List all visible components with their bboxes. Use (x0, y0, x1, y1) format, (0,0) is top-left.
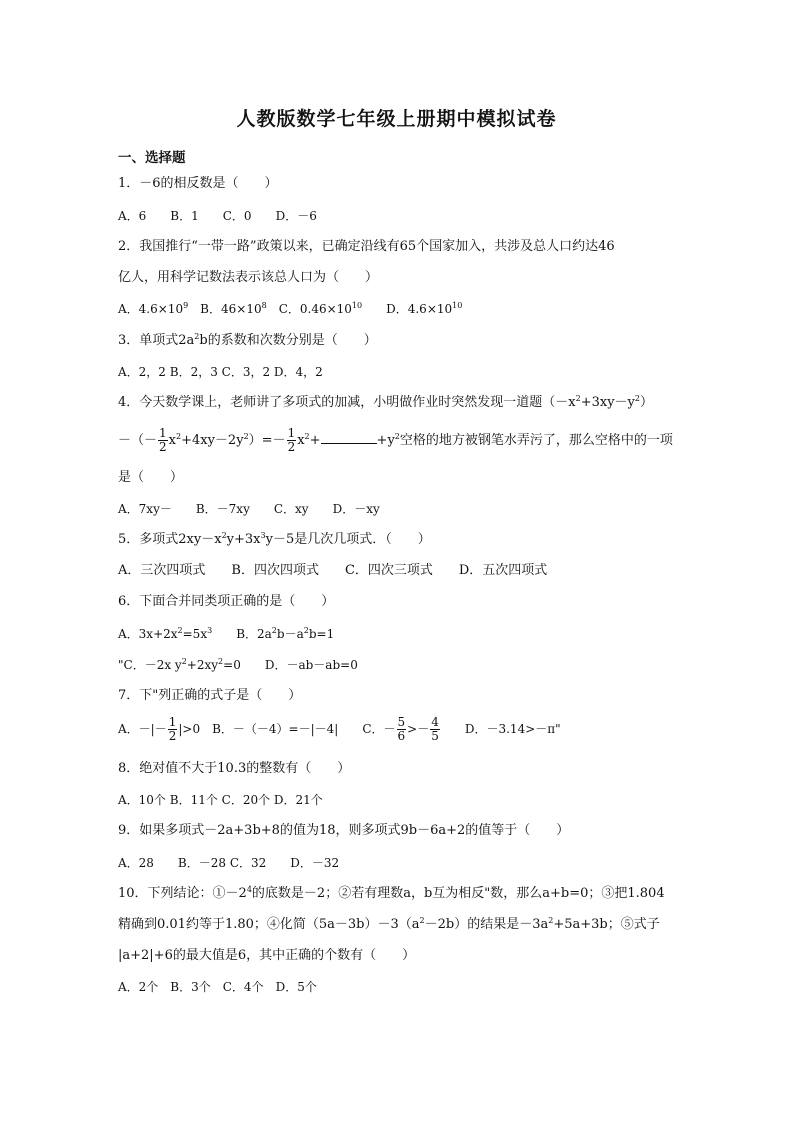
section-heading: 一、选择题 (118, 150, 186, 166)
question-6-options-cd: "C．－2x $y^2+2xy^2=0$ D．－ab－ab=0 (118, 657, 358, 672)
question-5-options: A．三次四项式 B．四次四项式 C．四次三项式 D．五次四项式 (118, 563, 548, 578)
fraction-a: $\frac{1}{2}$ (168, 715, 177, 743)
question-3-options: A．2，2 B．2，3 C．3，2 D．4，2 (118, 365, 323, 379)
page-title: 人教版数学七年级上册期中模拟试卷 (236, 108, 557, 130)
answer-blank (321, 431, 377, 444)
fraction-c1: $\frac{5}{6}$ (397, 715, 406, 743)
question-10-options: A．2个 B．3个 C．4个 D．5个 (118, 980, 317, 994)
question-8: 8．绝对值不大于10.3的整数有（ ） (118, 761, 351, 776)
question-10-line-1: 10．下列结论：$①-2^4$的底数是－2；②若有理数a，b互为相反"数，那么a+b=0；③把1.804 (118, 885, 665, 901)
question-6-options-ab: A．$3x+2x^2=5x^3$ B．$2a^2b-a^2b=1$ (118, 626, 335, 641)
question-5: 5．多项式$2xy-x^2y+3x^3y-5$是几次几项式．（ ） (118, 531, 431, 547)
fraction-one-half: $\frac{1}{2}$ (159, 426, 167, 454)
question-3: 3．单项式$2a^2b$的系数和次数分别是（ ） (118, 332, 377, 348)
question-2-line-2: 亿人，用科学记数法表示该总人口为（ ） (118, 270, 379, 285)
question-2-line-1: 2．我国推行“一带一路”政策以来，已确定沿线有65个国家加入，共涉及总人口约达46 (118, 239, 615, 254)
question-8-options: A．10个 B．11个 C．20个 D．21个 (118, 793, 323, 807)
fraction-one-half-2: $\frac{1}{2}$ (287, 426, 296, 454)
question-9: 9．如果多项式－2a+3b+8的值为18，则多项式9b－6a+2的值等于（ ） (118, 823, 570, 838)
question-1-options: A．6 B．1 C．0 D．－6 (118, 209, 317, 223)
question-4-line-2: －（－ $\frac{1}{2}$ $x^2+4xy-2y^2)=-$ $\frac{1}{2}$ $x^2+ +y^2$空格的地方被钢笔水弄污了，那么空格中的一项 (118, 426, 673, 454)
fraction-c2: $\frac{4}{5}$ (431, 715, 439, 743)
question-10-line-3: |a+2|+6的最大值是6，其中正确的个数有（ ） (118, 948, 416, 963)
question-1: 1．－6的相反数是（ ） (118, 176, 278, 191)
question-4-line-1: 4．今天数学课上，老师讲了多项式的加减，小明做作业时突然发现一道题$(-x^2+3xy-y^2)$ (118, 394, 653, 410)
question-10-line-2: 精确到0.01约等于1.80；④化简$(5a-3b)-3(a^2-2b)$的结果是$-3a^2+5a+3b$；⑤式子 (118, 916, 660, 932)
question-2-options: A．$4.6\times 10^9$ B．$46\times 10^8$ C．$0.46\times 10^{10}$ D．$4.6\times 10^{10}$ (118, 301, 463, 316)
question-4-line-3: 是（ ） (118, 470, 184, 485)
question-7: 7．下"列正确的式子是（ ） (118, 688, 302, 703)
question-9-options: A．28 B．－28 C．32 D．－32 (118, 856, 340, 870)
question-6: 6．下面合并同类项正确的是（ ） (118, 594, 335, 609)
question-4-options: A．7xy－ B．－7xy C．xy D．－xy (118, 502, 380, 516)
question-7-options: A．－|－ $\frac{1}{2}$ |>0 B．－（－4）=－|－4| C．－ $\frac{5}{6}$ >－ $\frac{4}{5}$ D．－3.14>－π" (118, 715, 561, 743)
